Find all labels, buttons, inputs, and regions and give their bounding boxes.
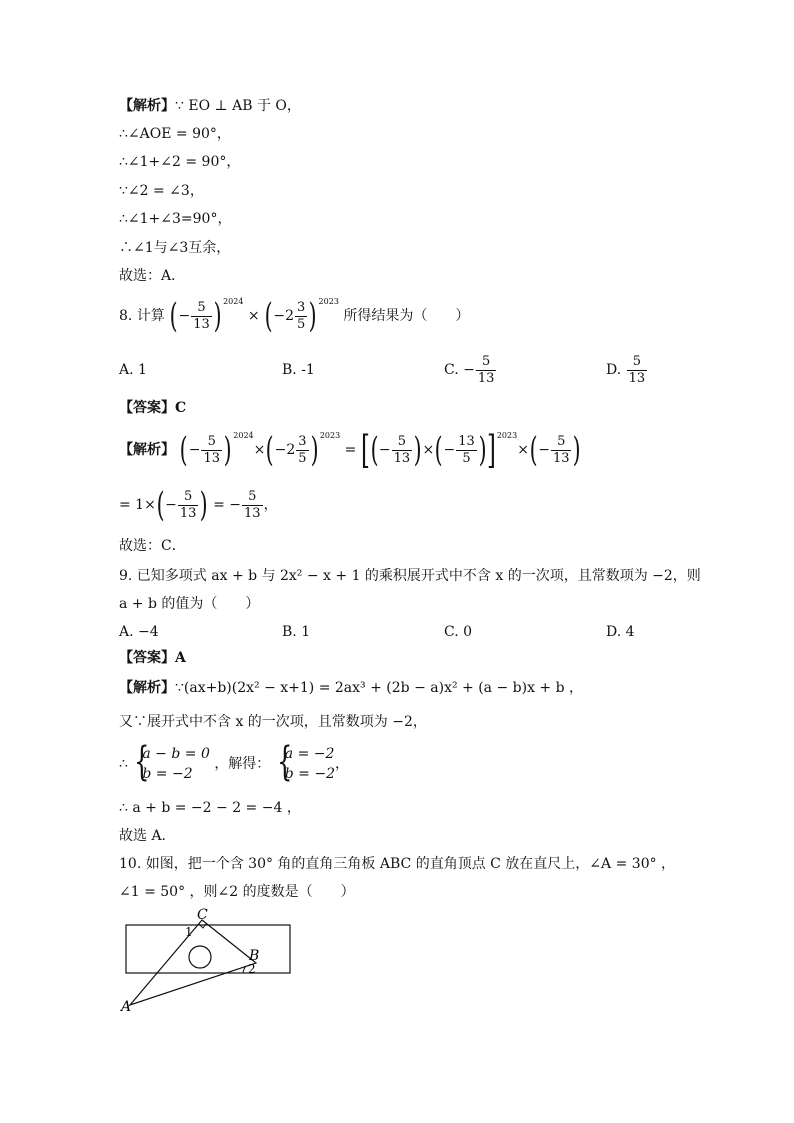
triangle-abc [130, 920, 256, 1005]
sol7-line2: ∴∠AOE = 90°， [119, 126, 231, 142]
q8-solution-line1: 【解析】 (− $\frac{5}{13}$ ) $^{2024}$×(−2 $\frac{3}{5}$ ) $^{2023}$ = [(− $\frac{5}{13}$ )×(− $\frac{13}{5}$ )]$^{2023}$×(− $\frac{5}{13}$ ) [119, 428, 582, 472]
sol7-line3: ∴∠1+∠2 = 90°， [119, 154, 241, 170]
q9-solution-line4: ∴ a + b = −2 − 2 = −4 ， [119, 800, 301, 816]
sol7-line1 [119, 96, 301, 116]
label-1: 1 [185, 925, 193, 939]
triangle-hole [189, 946, 211, 968]
q9-system2: { a = −2 b = −2 [276, 739, 335, 785]
q8-frac1: $\frac{5}{13}$ [193, 299, 210, 332]
q8-tail: 所得结果为（ ） [343, 308, 470, 324]
sol7-text1: ∵ EO ⊥ AB 于 O， [175, 98, 301, 114]
label-2: 2 [248, 962, 256, 976]
q8-option-b: B. -1 [282, 362, 315, 378]
q9-option-d: D. 4 [606, 624, 635, 640]
q9-choose: 故选 A． [119, 828, 176, 844]
q8-stem: 8. 计算 (− $\frac{5}{13}$ ) $^{2024}$ × (−2 $\frac{3}{5}$ ) $^{2023}$ 所得结果为（ ） [119, 296, 470, 336]
q9-system1: { a − b = 0 b = −2 [134, 739, 210, 785]
q9-solution-system: ∴ { a − b = 0 b = −2 ，解得： { a = −2 b = −2 ， [119, 739, 349, 785]
q9-solution-line1: 【解析】∵(ax+b)(2x² − x+1) = 2ax³ + (2b − a)x² + (a − b)x + b ， [119, 680, 584, 696]
q9-stem1: 9. 已知多项式 ax + b 与 2x² − x + 1 的乘积展开式中不含 x 的一次项，且常数项为 −2，则 [119, 568, 701, 584]
sol7-line7: 故选：A． [119, 268, 186, 284]
q9-option-a: A. −4 [119, 624, 159, 640]
sol7-line4: ∵∠2 = ∠3， [119, 183, 204, 199]
q8-solution-line2: = 1×(− $\frac{5}{13}$ ) = − $\frac{5}{13}$ ， [119, 485, 278, 525]
q10-stem2: ∠1 = 50° ，则∠2 的度数是（ ） [119, 884, 355, 900]
q9-stem2: a + b 的值为（ ） [119, 596, 260, 612]
q8-answer: 【答案】C [119, 400, 187, 416]
label-a: A [121, 999, 132, 1015]
q8-frac2: $\frac{3}{5}$ [297, 299, 306, 332]
q9-option-c: C. 0 [444, 624, 473, 640]
sol7-line5: ∴∠1+∠3=90°， [119, 211, 232, 227]
label-c: C [197, 907, 208, 923]
q9-solution-line2: 又∵展开式中不含 x 的一次项，且常数项为 −2， [119, 714, 427, 730]
q10-figure [115, 905, 315, 1020]
label-b: B [249, 948, 260, 964]
q10-stem1: 10. 如图，把一个含 30° 角的直角三角板 ABC 的直角顶点 C 放在直尺上，∠A = 30° ， [119, 856, 676, 872]
q8-num: 8. 计算 [119, 308, 165, 324]
sol7-line6: ∴∠1与∠3互余， [119, 240, 231, 256]
q8-option-d: D. $\frac{5}{13}$ [606, 353, 646, 386]
q8-exp2: 2023 [318, 297, 339, 306]
q9-option-b: B. 1 [282, 624, 311, 640]
q8-option-c: C. − $\frac{5}{13}$ [444, 353, 495, 386]
q8-exp1: 2024 [223, 297, 244, 306]
q8-option-a: A. 1 [119, 362, 147, 378]
analysis-tag: 【解析】 [119, 98, 175, 114]
q8-choose: 故选：C． [119, 538, 186, 554]
q9-answer: 【答案】A [119, 650, 186, 666]
